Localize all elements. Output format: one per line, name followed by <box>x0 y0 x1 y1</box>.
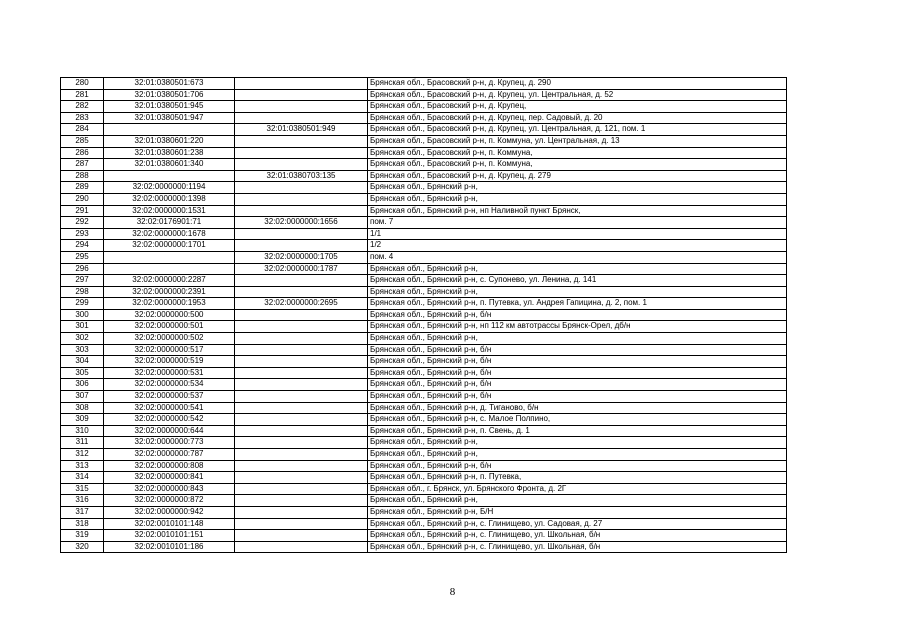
table-row <box>61 460 787 472</box>
row-number-cell: 318 <box>61 518 104 530</box>
address-cell: Брянская обл., Брянский р-н, нп Наливной пункт Брянск, <box>368 205 787 217</box>
secondary-cadastral-number-cell <box>235 135 368 147</box>
row-number-cell: 283 <box>61 112 104 124</box>
table-row <box>61 449 787 461</box>
secondary-cadastral-number-cell <box>235 309 368 321</box>
address-cell: Брянская обл., Брасовский р-н, д. Крупец, д. 279 <box>368 170 787 182</box>
table-row <box>61 414 787 426</box>
secondary-cadastral-number-cell: 32:02:0000000:1705 <box>235 251 368 263</box>
table-row <box>61 541 787 553</box>
secondary-cadastral-number-cell <box>235 402 368 414</box>
table-row <box>61 344 787 356</box>
cadastral-number-cell: 32:02:0000000:1194 <box>104 182 235 194</box>
row-number-cell: 286 <box>61 147 104 159</box>
address-cell: Брянская обл., Брасовский р-н, д. Крупец, ул. Центральная, д. 121, пом. 1 <box>368 124 787 136</box>
cadastral-number-cell: 32:01:0380601:220 <box>104 135 235 147</box>
row-number-cell: 320 <box>61 541 104 553</box>
row-number-cell: 314 <box>61 472 104 484</box>
cadastral-number-cell: 32:02:0000000:1953 <box>104 298 235 310</box>
cadastral-number-cell <box>104 170 235 182</box>
row-number-cell: 302 <box>61 333 104 345</box>
secondary-cadastral-number-cell <box>235 472 368 484</box>
secondary-cadastral-number-cell <box>235 240 368 252</box>
secondary-cadastral-number-cell <box>235 182 368 194</box>
table-row <box>61 263 787 275</box>
address-cell: Брянская обл., Брасовский р-н, д. Крупец, <box>368 101 787 113</box>
table-row <box>61 518 787 530</box>
address-cell: Брянская обл., Брасовский р-н, п. Коммуна, <box>368 159 787 171</box>
address-cell: Брянская обл., Брянский р-н, б/н <box>368 391 787 403</box>
cadastral-number-cell: 32:02:0010101:151 <box>104 530 235 542</box>
secondary-cadastral-number-cell <box>235 78 368 90</box>
address-cell: Брянская обл., Брянский р-н, д. Тиганово, б/н <box>368 402 787 414</box>
row-number-cell: 295 <box>61 251 104 263</box>
row-number-cell: 303 <box>61 344 104 356</box>
table-row <box>61 402 787 414</box>
table-row <box>61 379 787 391</box>
row-number-cell: 308 <box>61 402 104 414</box>
row-number-cell: 317 <box>61 506 104 518</box>
cadastral-number-cell <box>104 263 235 275</box>
cadastral-number-cell: 32:02:0000000:1398 <box>104 193 235 205</box>
table-row <box>61 495 787 507</box>
cadastral-number-cell: 32:02:0000000:517 <box>104 344 235 356</box>
address-cell: Брянская обл., Брянский р-н, б/н <box>368 309 787 321</box>
address-cell: Брянская обл., Брянский р-н, <box>368 449 787 461</box>
register-table <box>60 77 787 553</box>
secondary-cadastral-number-cell <box>235 495 368 507</box>
cadastral-number-cell: 32:01:0380501:673 <box>104 78 235 90</box>
address-cell: Брянская обл., Брянский р-н, б/н <box>368 356 787 368</box>
cadastral-number-cell: 32:01:0380601:340 <box>104 159 235 171</box>
address-cell: Брянская обл., Брянский р-н, <box>368 182 787 194</box>
table-row <box>61 205 787 217</box>
table-row <box>61 437 787 449</box>
secondary-cadastral-number-cell <box>235 275 368 287</box>
secondary-cadastral-number-cell: 32:02:0000000:1656 <box>235 217 368 229</box>
table-row <box>61 182 787 194</box>
row-number-cell: 285 <box>61 135 104 147</box>
row-number-cell: 297 <box>61 275 104 287</box>
table-row <box>61 217 787 229</box>
cadastral-number-cell: 32:02:0000000:519 <box>104 356 235 368</box>
table-row <box>61 367 787 379</box>
table-row <box>61 170 787 182</box>
secondary-cadastral-number-cell <box>235 506 368 518</box>
address-cell: пом. 4 <box>368 251 787 263</box>
page-number: 8 <box>449 586 456 598</box>
cadastral-number-cell: 32:02:0176901:71 <box>104 217 235 229</box>
row-number-cell: 290 <box>61 193 104 205</box>
secondary-cadastral-number-cell <box>235 460 368 472</box>
row-number-cell: 315 <box>61 483 104 495</box>
secondary-cadastral-number-cell <box>235 321 368 333</box>
address-cell: Брянская обл., Брянский р-н, п. Путевка, <box>368 472 787 484</box>
address-cell: Брянская обл., Брянский р-н, с. Малое Полпино, <box>368 414 787 426</box>
cadastral-number-cell: 32:02:0000000:841 <box>104 472 235 484</box>
cadastral-number-cell: 32:02:0000000:502 <box>104 333 235 345</box>
secondary-cadastral-number-cell <box>235 483 368 495</box>
cadastral-number-cell: 32:02:0000000:542 <box>104 414 235 426</box>
table-row <box>61 391 787 403</box>
cadastral-number-cell: 32:02:0000000:872 <box>104 495 235 507</box>
table-row <box>61 135 787 147</box>
row-number-cell: 301 <box>61 321 104 333</box>
table-row <box>61 240 787 252</box>
row-number-cell: 284 <box>61 124 104 136</box>
cadastral-number-cell <box>104 124 235 136</box>
table-row <box>61 530 787 542</box>
cadastral-number-cell: 32:02:0000000:773 <box>104 437 235 449</box>
cadastral-number-cell: 32:02:0000000:500 <box>104 309 235 321</box>
row-number-cell: 281 <box>61 89 104 101</box>
row-number-cell: 298 <box>61 286 104 298</box>
secondary-cadastral-number-cell <box>235 356 368 368</box>
row-number-cell: 305 <box>61 367 104 379</box>
address-cell: Брянская обл., Брянский р-н, б/н <box>368 460 787 472</box>
cadastral-number-cell: 32:02:0000000:1701 <box>104 240 235 252</box>
table-row <box>61 425 787 437</box>
address-cell: Брянская обл., Брянский р-н, <box>368 193 787 205</box>
row-number-cell: 309 <box>61 414 104 426</box>
address-cell: Брянская обл., Брянский р-н, нп 112 км автотрассы Брянск-Орел, дб/н <box>368 321 787 333</box>
table-row <box>61 506 787 518</box>
address-cell: Брянская обл., Брянский р-н, с. Супонево, ул. Ленина, д. 141 <box>368 275 787 287</box>
secondary-cadastral-number-cell <box>235 518 368 530</box>
secondary-cadastral-number-cell <box>235 193 368 205</box>
cadastral-number-cell: 32:02:0010101:148 <box>104 518 235 530</box>
cadastral-number-cell: 32:02:0000000:2391 <box>104 286 235 298</box>
table-row <box>61 159 787 171</box>
row-number-cell: 288 <box>61 170 104 182</box>
cadastral-number-cell: 32:02:0000000:531 <box>104 367 235 379</box>
address-cell: Брянская обл., Брянский р-н, с. Глинищево, ул. Садовая, д. 27 <box>368 518 787 530</box>
cadastral-number-cell <box>104 251 235 263</box>
row-number-cell: 289 <box>61 182 104 194</box>
secondary-cadastral-number-cell: 32:02:0000000:2695 <box>235 298 368 310</box>
row-number-cell: 293 <box>61 228 104 240</box>
secondary-cadastral-number-cell <box>235 286 368 298</box>
table-row <box>61 89 787 101</box>
address-cell: Брянская обл., Брянский р-н, <box>368 333 787 345</box>
cadastral-number-cell: 32:02:0000000:2287 <box>104 275 235 287</box>
secondary-cadastral-number-cell <box>235 414 368 426</box>
address-cell: Брянская обл., Брянский р-н, б/н <box>368 379 787 391</box>
row-number-cell: 292 <box>61 217 104 229</box>
address-cell: Брянская обл., Брасовский р-н, п. Коммуна, <box>368 147 787 159</box>
row-number-cell: 311 <box>61 437 104 449</box>
secondary-cadastral-number-cell: 32:01:0380501:949 <box>235 124 368 136</box>
table-row <box>61 286 787 298</box>
address-cell: Брянская обл., Брянский р-н, <box>368 263 787 275</box>
address-cell: Брянская обл., Брянский р-н, с. Глинищево, ул. Школьная, б/н <box>368 541 787 553</box>
cadastral-number-cell: 32:01:0380501:706 <box>104 89 235 101</box>
cadastral-number-cell: 32:02:0000000:534 <box>104 379 235 391</box>
address-cell: пом. 7 <box>368 217 787 229</box>
row-number-cell: 319 <box>61 530 104 542</box>
row-number-cell: 294 <box>61 240 104 252</box>
table-row <box>61 309 787 321</box>
address-cell: Брянская обл., Брасовский р-н, п. Коммуна, ул. Центральная, д. 13 <box>368 135 787 147</box>
table-row <box>61 333 787 345</box>
row-number-cell: 304 <box>61 356 104 368</box>
table-row <box>61 193 787 205</box>
cadastral-number-cell: 32:02:0000000:537 <box>104 391 235 403</box>
table-row <box>61 228 787 240</box>
row-number-cell: 291 <box>61 205 104 217</box>
address-cell: Брянская обл., Брянский р-н, <box>368 495 787 507</box>
cadastral-number-cell: 32:01:0380501:945 <box>104 101 235 113</box>
table-row <box>61 78 787 90</box>
cadastral-number-cell: 32:01:0380601:238 <box>104 147 235 159</box>
cadastral-number-cell: 32:02:0000000:787 <box>104 449 235 461</box>
secondary-cadastral-number-cell <box>235 89 368 101</box>
secondary-cadastral-number-cell <box>235 159 368 171</box>
secondary-cadastral-number-cell: 32:01:0380703:135 <box>235 170 368 182</box>
row-number-cell: 296 <box>61 263 104 275</box>
address-cell: Брянская обл., Брасовский р-н, д. Крупец, д. 290 <box>368 78 787 90</box>
table-row <box>61 356 787 368</box>
secondary-cadastral-number-cell: 32:02:0000000:1787 <box>235 263 368 275</box>
secondary-cadastral-number-cell <box>235 379 368 391</box>
table-row <box>61 321 787 333</box>
cadastral-number-cell: 32:02:0000000:1531 <box>104 205 235 217</box>
address-cell: Брянская обл., Брянский р-н, п. Свень, д. 1 <box>368 425 787 437</box>
row-number-cell: 312 <box>61 449 104 461</box>
cadastral-number-cell: 32:02:0000000:541 <box>104 402 235 414</box>
row-number-cell: 316 <box>61 495 104 507</box>
address-cell: Брянская обл., Брянский р-н, б/н <box>368 344 787 356</box>
row-number-cell: 287 <box>61 159 104 171</box>
table-row <box>61 275 787 287</box>
row-number-cell: 313 <box>61 460 104 472</box>
secondary-cadastral-number-cell <box>235 333 368 345</box>
cadastral-number-cell: 32:02:0000000:501 <box>104 321 235 333</box>
secondary-cadastral-number-cell <box>235 437 368 449</box>
secondary-cadastral-number-cell <box>235 391 368 403</box>
address-cell: Брянская обл., Брянский р-н, Б/Н <box>368 506 787 518</box>
secondary-cadastral-number-cell <box>235 541 368 553</box>
secondary-cadastral-number-cell <box>235 367 368 379</box>
table-row <box>61 112 787 124</box>
secondary-cadastral-number-cell <box>235 530 368 542</box>
cadastral-number-cell: 32:02:0000000:644 <box>104 425 235 437</box>
row-number-cell: 300 <box>61 309 104 321</box>
address-cell: Брянская обл., Брасовский р-н, д. Крупец, ул. Центральная, д. 52 <box>368 89 787 101</box>
secondary-cadastral-number-cell <box>235 425 368 437</box>
address-cell: 1/1 <box>368 228 787 240</box>
table-row <box>61 298 787 310</box>
cadastral-number-cell: 32:02:0000000:942 <box>104 506 235 518</box>
table-row <box>61 147 787 159</box>
row-number-cell: 299 <box>61 298 104 310</box>
address-cell: Брянская обл., Брасовский р-н, д. Крупец, пер. Садовый, д. 20 <box>368 112 787 124</box>
row-number-cell: 280 <box>61 78 104 90</box>
row-number-cell: 310 <box>61 425 104 437</box>
address-cell: 1/2 <box>368 240 787 252</box>
table-row <box>61 483 787 495</box>
address-cell: Брянская обл., Брянский р-н, <box>368 286 787 298</box>
secondary-cadastral-number-cell <box>235 228 368 240</box>
secondary-cadastral-number-cell <box>235 112 368 124</box>
table-row <box>61 101 787 113</box>
secondary-cadastral-number-cell <box>235 147 368 159</box>
row-number-cell: 306 <box>61 379 104 391</box>
cadastral-number-cell: 32:02:0000000:1678 <box>104 228 235 240</box>
address-cell: Брянская обл., г. Брянск, ул. Брянского Фронта, д. 2Г <box>368 483 787 495</box>
table-row <box>61 124 787 136</box>
cadastral-number-cell: 32:02:0000000:808 <box>104 460 235 472</box>
secondary-cadastral-number-cell <box>235 205 368 217</box>
row-number-cell: 282 <box>61 101 104 113</box>
table-row <box>61 472 787 484</box>
secondary-cadastral-number-cell <box>235 449 368 461</box>
cadastral-number-cell: 32:01:0380501:947 <box>104 112 235 124</box>
secondary-cadastral-number-cell <box>235 101 368 113</box>
table-row <box>61 251 787 263</box>
address-cell: Брянская обл., Брянский р-н, б/н <box>368 367 787 379</box>
register-table-body <box>61 78 787 553</box>
address-cell: Брянская обл., Брянский р-н, п. Путевка, ул. Андрея Гапицина, д. 2, пом. 1 <box>368 298 787 310</box>
address-cell: Брянская обл., Брянский р-н, <box>368 437 787 449</box>
address-cell: Брянская обл., Брянский р-н, с. Глинищево, ул. Школьная, б/н <box>368 530 787 542</box>
row-number-cell: 307 <box>61 391 104 403</box>
cadastral-number-cell: 32:02:0010101:186 <box>104 541 235 553</box>
cadastral-number-cell: 32:02:0000000:843 <box>104 483 235 495</box>
secondary-cadastral-number-cell <box>235 344 368 356</box>
